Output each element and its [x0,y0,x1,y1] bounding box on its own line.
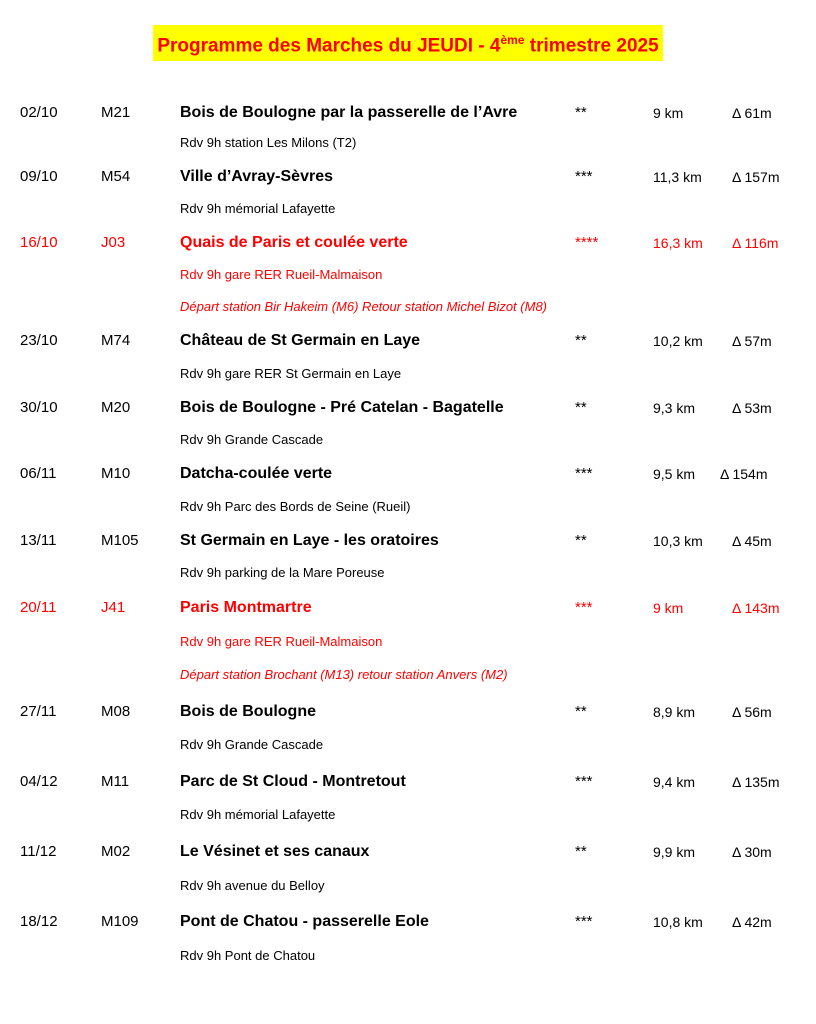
walk-code: M08 [101,703,131,720]
walk-distance: 8,9 km [653,704,696,720]
walk-name: Quais de Paris et coulée verte [180,234,408,251]
walk-name: Château de St Germain en Laye [180,332,421,349]
title-superscript: ème [500,33,525,47]
walk-transport-note: Départ station Bir Hakeim (M6) Retour station Michel Bizot (M8) [180,299,548,314]
walk-distance: 16,3 km [653,235,703,251]
walk-code: M105 [101,532,139,549]
walk-meeting-point: Rdv 9h Pont de Chatou [180,948,316,963]
walk-name: Ville d’Avray-Sèvres [180,168,333,185]
walk-meeting-point: Rdv 9h avenue du Belloy [180,878,325,893]
walk-date: 04/12 [20,773,58,790]
walk-distance: 10,8 km [653,914,703,930]
walk-name: St Germain en Laye - les oratoires [180,532,439,549]
walk-elevation: Δ 56m [732,704,772,720]
walk-name: Le Vésinet et ses canaux [180,843,370,860]
walk-elevation: Δ 30m [732,844,772,860]
walk-entry [0,529,816,580]
walk-name: Bois de Boulogne par la passerelle de l’Avre [180,104,518,121]
walk-meeting-point: Rdv 9h parking de la Mare Poreuse [180,565,385,580]
walk-date: 27/11 [20,703,57,720]
walk-entry [0,596,816,682]
walk-entry [0,910,816,963]
walk-distance: 10,2 km [653,333,703,349]
walk-meeting-point: Rdv 9h mémorial Lafayette [180,201,336,216]
walk-elevation: Δ 157m [732,169,780,185]
walk-entry [0,101,816,150]
walk-date: 13/11 [20,532,57,549]
walk-difficulty: *** [575,913,593,930]
walk-date: 02/10 [20,104,58,121]
walk-distance: 9 km [653,600,684,616]
walk-elevation: Δ 143m [732,600,780,616]
walk-distance: 9,9 km [653,844,696,860]
walk-code: M54 [101,168,131,185]
walk-elevation: Δ 116m [732,235,779,251]
walk-code: M10 [101,465,131,482]
walk-date: 20/11 [20,599,57,616]
walk-date: 09/10 [20,168,58,185]
walk-difficulty: ** [575,532,587,549]
walk-code: M21 [101,104,131,121]
walk-name: Bois de Boulogne - Pré Catelan - Bagatelle [180,399,504,416]
walk-meeting-point: Rdv 9h gare RER St Germain en Laye [180,366,402,381]
walk-entry [0,462,816,514]
walk-code: M20 [101,399,131,416]
walk-meeting-point: Rdv 9h Grande Cascade [180,432,324,447]
walk-entry [0,396,816,447]
walk-elevation: Δ 53m [732,400,772,416]
walk-entry [0,231,816,314]
walk-distance: 9,4 km [653,774,696,790]
walk-difficulty: *** [575,599,593,616]
walk-date: 06/11 [20,465,57,482]
walk-name: Pont de Chatou - passerelle Eole [180,913,429,930]
walk-entry [0,165,816,216]
walk-code: M11 [101,773,130,790]
walk-difficulty: ** [575,332,587,349]
walk-entry [0,700,816,752]
walk-difficulty: ** [575,843,587,860]
walk-transport-note: Départ station Brochant (M13) retour station Anvers (M2) [180,667,508,682]
walk-distance: 10,3 km [653,533,703,549]
walk-entry [0,770,816,822]
walk-date: 16/10 [20,234,58,251]
walk-elevation: Δ 61m [732,105,772,121]
walk-distance: 9,3 km [653,400,696,416]
walk-date: 23/10 [20,332,58,349]
walk-distance: 9 km [653,105,684,121]
walk-difficulty: *** [575,773,593,790]
walk-elevation: Δ 57m [732,333,772,349]
walk-date: 18/12 [20,913,58,930]
walk-meeting-point: Rdv 9h gare RER Rueil-Malmaison [180,634,383,649]
walk-difficulty: **** [575,234,599,251]
walk-meeting-point: Rdv 9h Grande Cascade [180,737,324,752]
walk-entry [0,840,816,893]
walk-difficulty: *** [575,465,593,482]
page-title [153,25,662,61]
walk-elevation: Δ 45m [732,533,772,549]
walk-date: 11/12 [20,843,57,860]
walk-meeting-point: Rdv 9h gare RER Rueil-Malmaison [180,267,383,282]
walk-date: 30/10 [20,399,58,416]
walk-code: M74 [101,332,131,349]
walk-difficulty: ** [575,703,587,720]
walk-meeting-point: Rdv 9h Parc des Bords de Seine (Rueil) [180,499,411,514]
walk-name: Parc de St Cloud - Montretout [180,773,406,790]
walk-code: M109 [101,913,139,930]
walk-distance: 11,3 km [653,169,702,185]
walk-elevation: Δ 42m [732,914,772,930]
walk-difficulty: *** [575,168,593,185]
walk-code: J03 [101,234,126,251]
walk-distance: 9,5 km [653,466,696,482]
walk-difficulty: ** [575,399,587,416]
walk-name: Bois de Boulogne [180,703,316,720]
walk-elevation: Δ 154m [720,466,768,482]
walk-meeting-point: Rdv 9h mémorial Lafayette [180,807,336,822]
walk-code: J41 [101,599,126,616]
walk-name: Paris Montmartre [180,599,312,616]
title-main: Programme des Marches du JEUDI - 4 [157,35,501,57]
walk-difficulty: ** [575,104,587,121]
walk-name: Datcha-coulée verte [180,465,333,482]
walk-meeting-point: Rdv 9h station Les Milons (T2) [180,135,357,150]
walk-elevation: Δ 135m [732,774,780,790]
walk-code: M02 [101,843,131,860]
walk-entry [0,329,816,381]
title-end: trimestre 2025 [524,35,659,57]
title-wrapper [0,25,816,61]
